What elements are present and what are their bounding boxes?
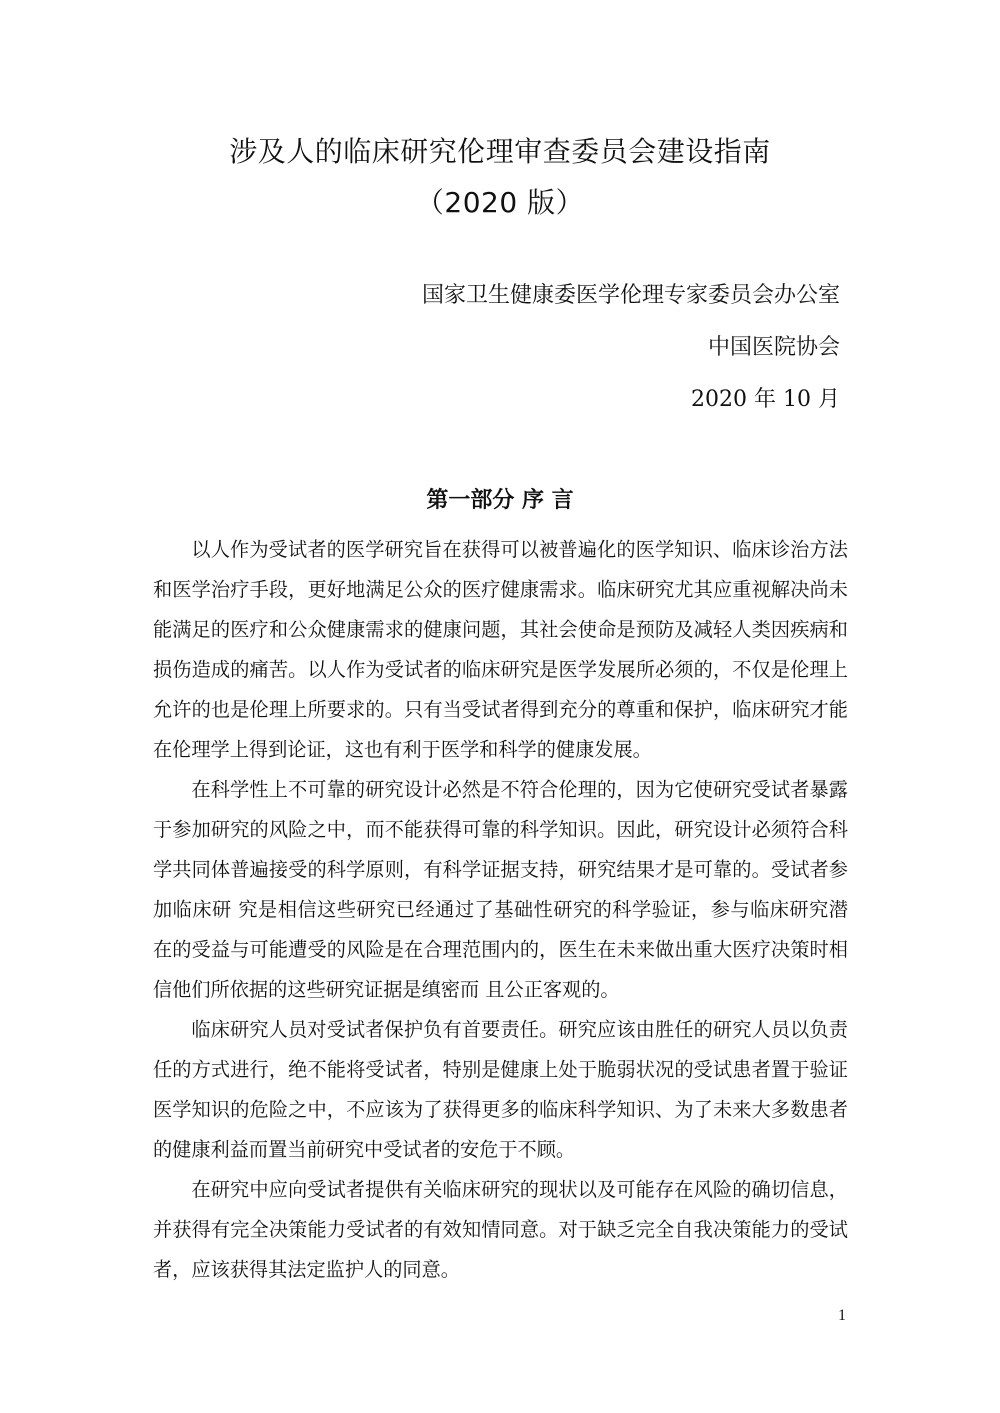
issuer-hospital-association: 中国医院协会 (707, 335, 840, 360)
publication-date: 2020 年 10 月 (691, 387, 840, 412)
body-paragraph: 在科学性上不可靠的研究设计必然是不符合伦理的，因为它使研究受试者暴露于参加研究的风险之中，而不能获得可靠的科学知识。因此，研究设计必须符合科学共同体普遍接受的科学原则，有科学证据支持，研究结果才是可靠的。受试者参加临床研 究是相信这些研究已经通过了基础性研究的科学验证，参与临床研究潜在的受益与可能遭受的风险是在合理范围内的，医生在未来做出重大医疗决策时相信他们所依据的这些研究证据是缜密而 且公正客观的。 (153, 778, 848, 1001)
body-paragraph: 临床研究人员对受试者保护负有首要责任。研究应该由胜任的研究人员以负责任的方式进行，绝不能将受试者，特别是健康上处于脆弱状况的受试患者置于验证医学知识的危险之中，不应该为了获得更多的临床科学知识、为了未来大多数患者的健康利益而置当前研究中受试者的安危于不顾。 (153, 1018, 848, 1161)
document-edition: （2020 版） (415, 186, 585, 219)
document-title: 涉及人的临床研究伦理审查委员会建设指南 (229, 135, 771, 168)
page-number: 1 (838, 1307, 846, 1324)
body-paragraph: 在研究中应向受试者提供有关临床研究的现状以及可能存在风险的确切信息，并获得有完全决策能力受试者的有效知情同意。对于缺乏完全自我决策能力的受试者，应该获得其法定监护人的同意。 (153, 1178, 848, 1281)
section-body (153, 530, 848, 1290)
body-paragraph: 以人作为受试者的医学研究旨在获得可以被普遍化的医学知识、临床诊治方法和医学治疗手段，更好地满足公众的医疗健康需求。临床研究尤其应重视解决尚未能满足的医疗和公众健康需求的健康问题，其社会使命是预防及减轻人类因疾病和损伤造成的痛苦。以人作为受试者的临床研究是医学发展所必须的，不仅是伦理上允许的也是伦理上所要求的。只有当受试者得到充分的尊重和保护，临床研究才能在伦理学上得到论证，这也有利于医学和科学的健康发展。 (153, 538, 848, 761)
issuer-ethics-committee-office: 国家卫生健康委医学伦理专家委员会办公室 (421, 283, 840, 308)
section-heading: 第一部分 序 言 (426, 488, 574, 513)
